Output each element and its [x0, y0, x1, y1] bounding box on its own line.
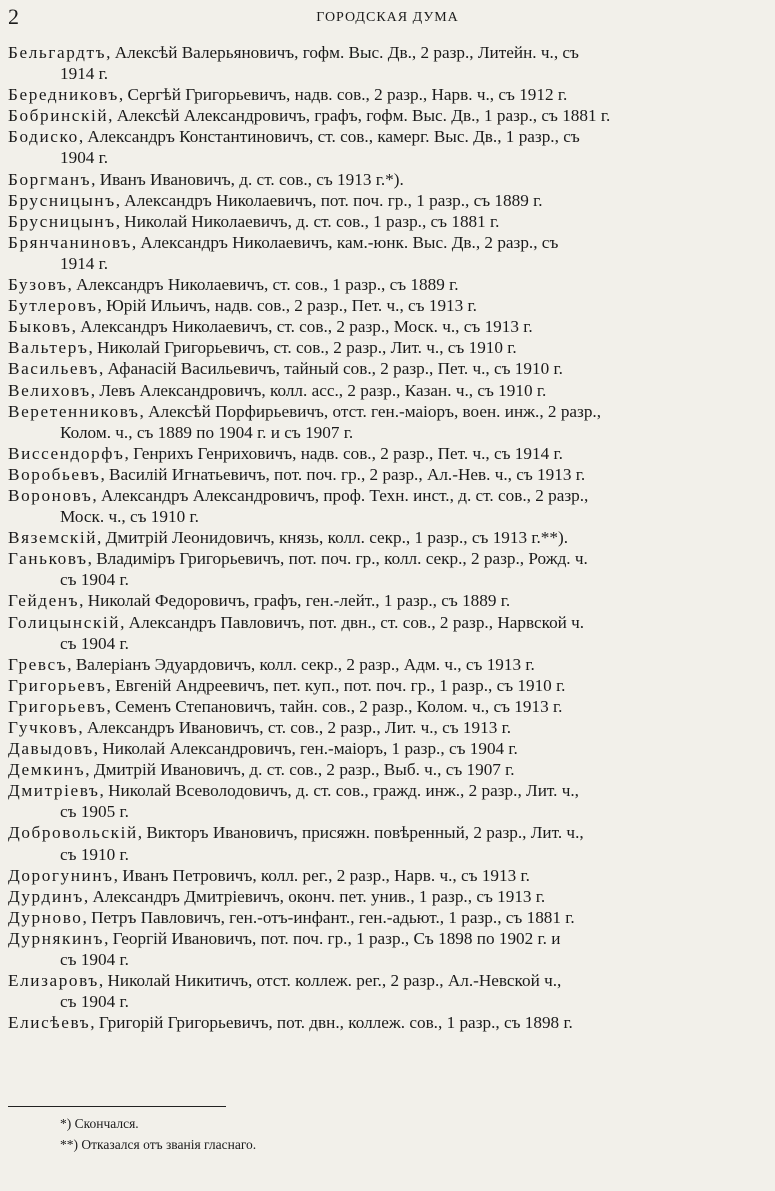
list-item: [8, 1012, 765, 1033]
entry-details: , Николай Александровичъ, ген.-маіоръ, 1 разр., съ 1904 г.: [93, 739, 518, 759]
entry-surname: Брусницынъ: [8, 190, 116, 210]
list-item: [8, 548, 765, 590]
list-item: [8, 126, 765, 168]
entry-details: , Петръ Павловичъ, ген.-отъ-инфант., ген.-адьют., 1 разр., съ 1881 г.: [82, 907, 575, 927]
list-item: [8, 696, 765, 717]
entry-surname: Дурнякинъ: [8, 928, 105, 948]
entry-continuation: съ 1904 г.: [60, 633, 129, 653]
list-item: [8, 316, 765, 337]
entry-details: , Георгій Ивановичъ, пот. поч. гр., 1 разр., Съ 1898 по 1902 г. и: [104, 928, 561, 948]
entry-surname: Голицынскій: [8, 612, 121, 632]
entry-details: , Григорій Григорьевичъ, пот. двн., коллеж. сов., 1 разр., съ 1898 г.: [90, 1013, 573, 1033]
entry-surname: Гейденъ: [8, 591, 80, 611]
entry-continuation: съ 1904 г.: [60, 950, 129, 970]
entry-surname: Елизаровъ: [8, 971, 99, 991]
entry-surname: Брусницынъ: [8, 211, 116, 231]
list-item: [8, 928, 765, 970]
list-item: [8, 42, 765, 84]
entry-surname: Дмитріевъ: [8, 781, 100, 801]
list-item: [8, 780, 765, 822]
entry-surname: Ганьковъ: [8, 549, 88, 569]
entry-continuation: съ 1910 г.: [60, 844, 129, 864]
entry-surname: Бередниковъ: [8, 85, 119, 105]
entry-surname: Бодиско: [8, 127, 79, 147]
entry-details: , Александръ Дмитріевичъ, оконч. пет. унив., 1 разр., съ 1913 г.: [83, 886, 546, 906]
list-item: [8, 380, 765, 401]
list-item: [8, 970, 765, 1012]
entry-surname: Бузовъ: [8, 275, 68, 295]
entry-surname: Дорогунинъ: [8, 865, 114, 885]
entry-details: , Евгеній Андреевичъ, пет. куп., пот. поч. гр., 1 разр., съ 1910 г.: [106, 675, 566, 695]
entry-continuation: Колом. ч., съ 1889 по 1904 г. и съ 1907 г.: [60, 422, 354, 442]
list-item: [8, 211, 765, 232]
entry-details: , Александръ Александровичъ, проф. Техн. инст., д. ст. сов., 2 разр.,: [92, 485, 589, 505]
entry-surname: Бельгардтъ: [8, 43, 107, 62]
entry-continuation: Моск. ч., съ 1910 г.: [60, 507, 199, 527]
list-item: [8, 675, 765, 696]
entry-surname: Велиховъ: [8, 380, 91, 400]
entry-continuation: 1914 г.: [60, 64, 109, 84]
entry-list: [8, 42, 765, 1033]
entry-surname: Брянчаниновъ: [8, 232, 132, 252]
entry-continuation: съ 1905 г.: [60, 802, 129, 822]
list-item: [8, 717, 765, 738]
entry-details: , Александръ Николаевичъ, ст. сов., 1 разр., съ 1889 г.: [67, 275, 459, 295]
entry-surname: Веретенниковъ: [8, 401, 140, 421]
list-item: [8, 464, 765, 485]
list-item: [8, 443, 765, 464]
entry-details: , Николай Николаевичъ, д. ст. сов., 1 разр., съ 1881 г.: [115, 211, 500, 231]
entry-continuation: съ 1904 г.: [60, 570, 129, 590]
entry-details: , Александръ Николаевичъ, ст. сов., 2 разр., Моск. ч., съ 1913 г.: [71, 317, 533, 337]
list-item: [8, 295, 765, 316]
entry-details: , Александръ Ивановичъ, ст. сов., 2 разр., Лит. ч., съ 1913 г.: [78, 718, 512, 737]
entry-details: , Владиміръ Григорьевичъ, пот. поч. гр., колл. секр., 2 разр., Рожд. ч.: [87, 549, 588, 569]
list-item: [8, 337, 765, 358]
entry-surname: Виссендорфъ: [8, 443, 125, 463]
entry-continuation: 1904 г.: [60, 148, 109, 168]
entry-details: , Викторъ Ивановичъ, присяжн. повѣренный, 2 разр., Лит. ч.,: [137, 823, 584, 843]
list-item: [8, 401, 765, 443]
list-item: [8, 865, 765, 886]
entry-details: , Николай Федоровичъ, графъ, ген.-лейт., 1 разр., съ 1889 г.: [79, 591, 511, 611]
entry-surname: Давыдовъ: [8, 739, 94, 759]
entry-details: , Дмитрій Леонидовичъ, князь, колл. секр., 1 разр., съ 1913 г.**).: [97, 528, 568, 548]
list-item: [8, 232, 765, 274]
list-item: [8, 485, 765, 527]
footnotes: [8, 1106, 708, 1155]
entry-details: , Генрихъ Генриховичъ, надв. сов., 2 разр., Пет. ч., съ 1914 г.: [124, 443, 563, 463]
list-item: [8, 590, 765, 611]
entry-details: , Александръ Николаевичъ, кам.-юнк. Выс. Дв., 2 разр., съ: [131, 232, 559, 252]
entry-details: , Валеріанъ Эдуардовичъ, колл. секр., 2 разр., Адм. ч., съ 1913 г.: [67, 654, 535, 674]
entry-surname: Дурдинъ: [8, 886, 84, 906]
entry-surname: Вальтеръ: [8, 338, 89, 358]
footnote-rule: [8, 1106, 226, 1107]
entry-details: , Николай Григорьевичъ, ст. сов., 2 разр., Лит. ч., съ 1910 г.: [88, 338, 517, 358]
list-item: [8, 759, 765, 780]
entry-details: , Юрій Ильичъ, надв. сов., 2 разр., Пет. ч., съ 1913 г.: [97, 296, 477, 316]
entry-surname: Дурново: [8, 907, 83, 927]
page-number: 2: [8, 4, 19, 29]
entry-surname: Воробьевъ: [8, 464, 101, 484]
entry-details: , Александръ Николаевичъ, пот. поч. гр., 1 разр., съ 1889 г.: [115, 190, 543, 210]
entry-surname: Боргманъ: [8, 169, 92, 189]
entry-details: , Алексѣй Порфирьевичъ, отст. ген.-маiоръ, воен. инж., 2 разр.,: [139, 401, 602, 421]
entry-details: , Алексѣй Александровичъ, графъ, гофм. Выс. Дв., 1 разр., съ 1881 г.: [108, 106, 611, 126]
entry-surname: Григорьевъ: [8, 696, 107, 716]
list-item: [8, 612, 765, 654]
entry-surname: Демкинъ: [8, 760, 86, 780]
running-title: ГОРОДСКАЯ ДУМА: [316, 10, 459, 25]
page-header: [8, 4, 767, 30]
list-item: [8, 738, 765, 759]
list-item: [8, 358, 765, 379]
footnote: **) Отказался отъ званія гласнаго.: [60, 1137, 257, 1152]
entry-surname: Елисѣевъ: [8, 1013, 91, 1033]
entry-details: , Дмитрій Ивановичъ, д. ст. сов., 2 разр., Выб. ч., съ 1907 г.: [85, 760, 515, 780]
entry-surname: Бобринскій: [8, 106, 109, 126]
entry-details: , Алексѣй Валерьяновичъ, гофм. Выс. Дв., 2 разр., Литейн. ч., съ: [106, 43, 579, 62]
entry-surname: Гревсъ: [8, 654, 68, 674]
footnote: *) Скончался.: [60, 1116, 139, 1131]
entry-details: , Левъ Александровичъ, колл. асс., 2 разр., Казан. ч., съ 1910 г.: [90, 380, 547, 400]
entry-surname: Гучковъ: [8, 718, 79, 737]
entry-surname: Вяземскій: [8, 528, 98, 548]
entry-details: , Николай Всеволодовичъ, д. ст. сов., гражд. инж., 2 разр., Лит. ч.,: [99, 781, 579, 801]
entry-details: , Афанасій Васильевичъ, тайный сов., 2 разр., Пет. ч., съ 1910 г.: [98, 359, 563, 379]
entry-details: , Сергѣй Григорьевичъ, надв. сов., 2 разр., Нарв. ч., съ 1912 г.: [118, 85, 568, 105]
entry-details: , Семенъ Степановичъ, тайн. сов., 2 разр., Колом. ч., съ 1913 г.: [106, 696, 563, 716]
list-item: [8, 654, 765, 675]
entry-continuation: съ 1904 г.: [60, 992, 129, 1012]
entry-details: , Иванъ Ивановичъ, д. ст. сов., съ 1913 г.*).: [91, 169, 404, 189]
entry-surname: Бутлеровъ: [8, 296, 98, 316]
list-item: [8, 190, 765, 211]
list-item: [8, 886, 765, 907]
list-item: [8, 84, 765, 105]
list-item: [8, 907, 765, 928]
entry-surname: Вороновъ: [8, 485, 93, 505]
entry-surname: Добровольскій: [8, 823, 138, 843]
list-item: [8, 527, 765, 548]
entry-details: , Иванъ Петровичъ, колл. рег., 2 разр., Нарв. ч., съ 1913 г.: [113, 865, 530, 885]
entry-continuation: 1914 г.: [60, 253, 109, 273]
entry-surname: Васильевъ: [8, 359, 99, 379]
list-item: [8, 274, 765, 295]
list-item: [8, 105, 765, 126]
entry-details: , Василій Игнатьевичъ, пот. поч. гр., 2 разр., Ал.-Нев. ч., съ 1913 г.: [100, 464, 586, 484]
entry-details: , Николай Никитичъ, отст. коллеж. рег., 2 разр., Ал.-Невской ч.,: [98, 971, 562, 991]
entry-details: , Александръ Константиновичъ, ст. сов., камерг. Выс. Дв., 1 разр., съ: [78, 127, 580, 147]
list-item: [8, 169, 765, 190]
entry-surname: Григорьевъ: [8, 675, 107, 695]
list-item: [8, 822, 765, 864]
entry-surname: Быковъ: [8, 317, 72, 337]
entry-details: , Александръ Павловичъ, пот. двн., ст. сов., 2 разр., Нарвской ч.: [120, 612, 585, 632]
